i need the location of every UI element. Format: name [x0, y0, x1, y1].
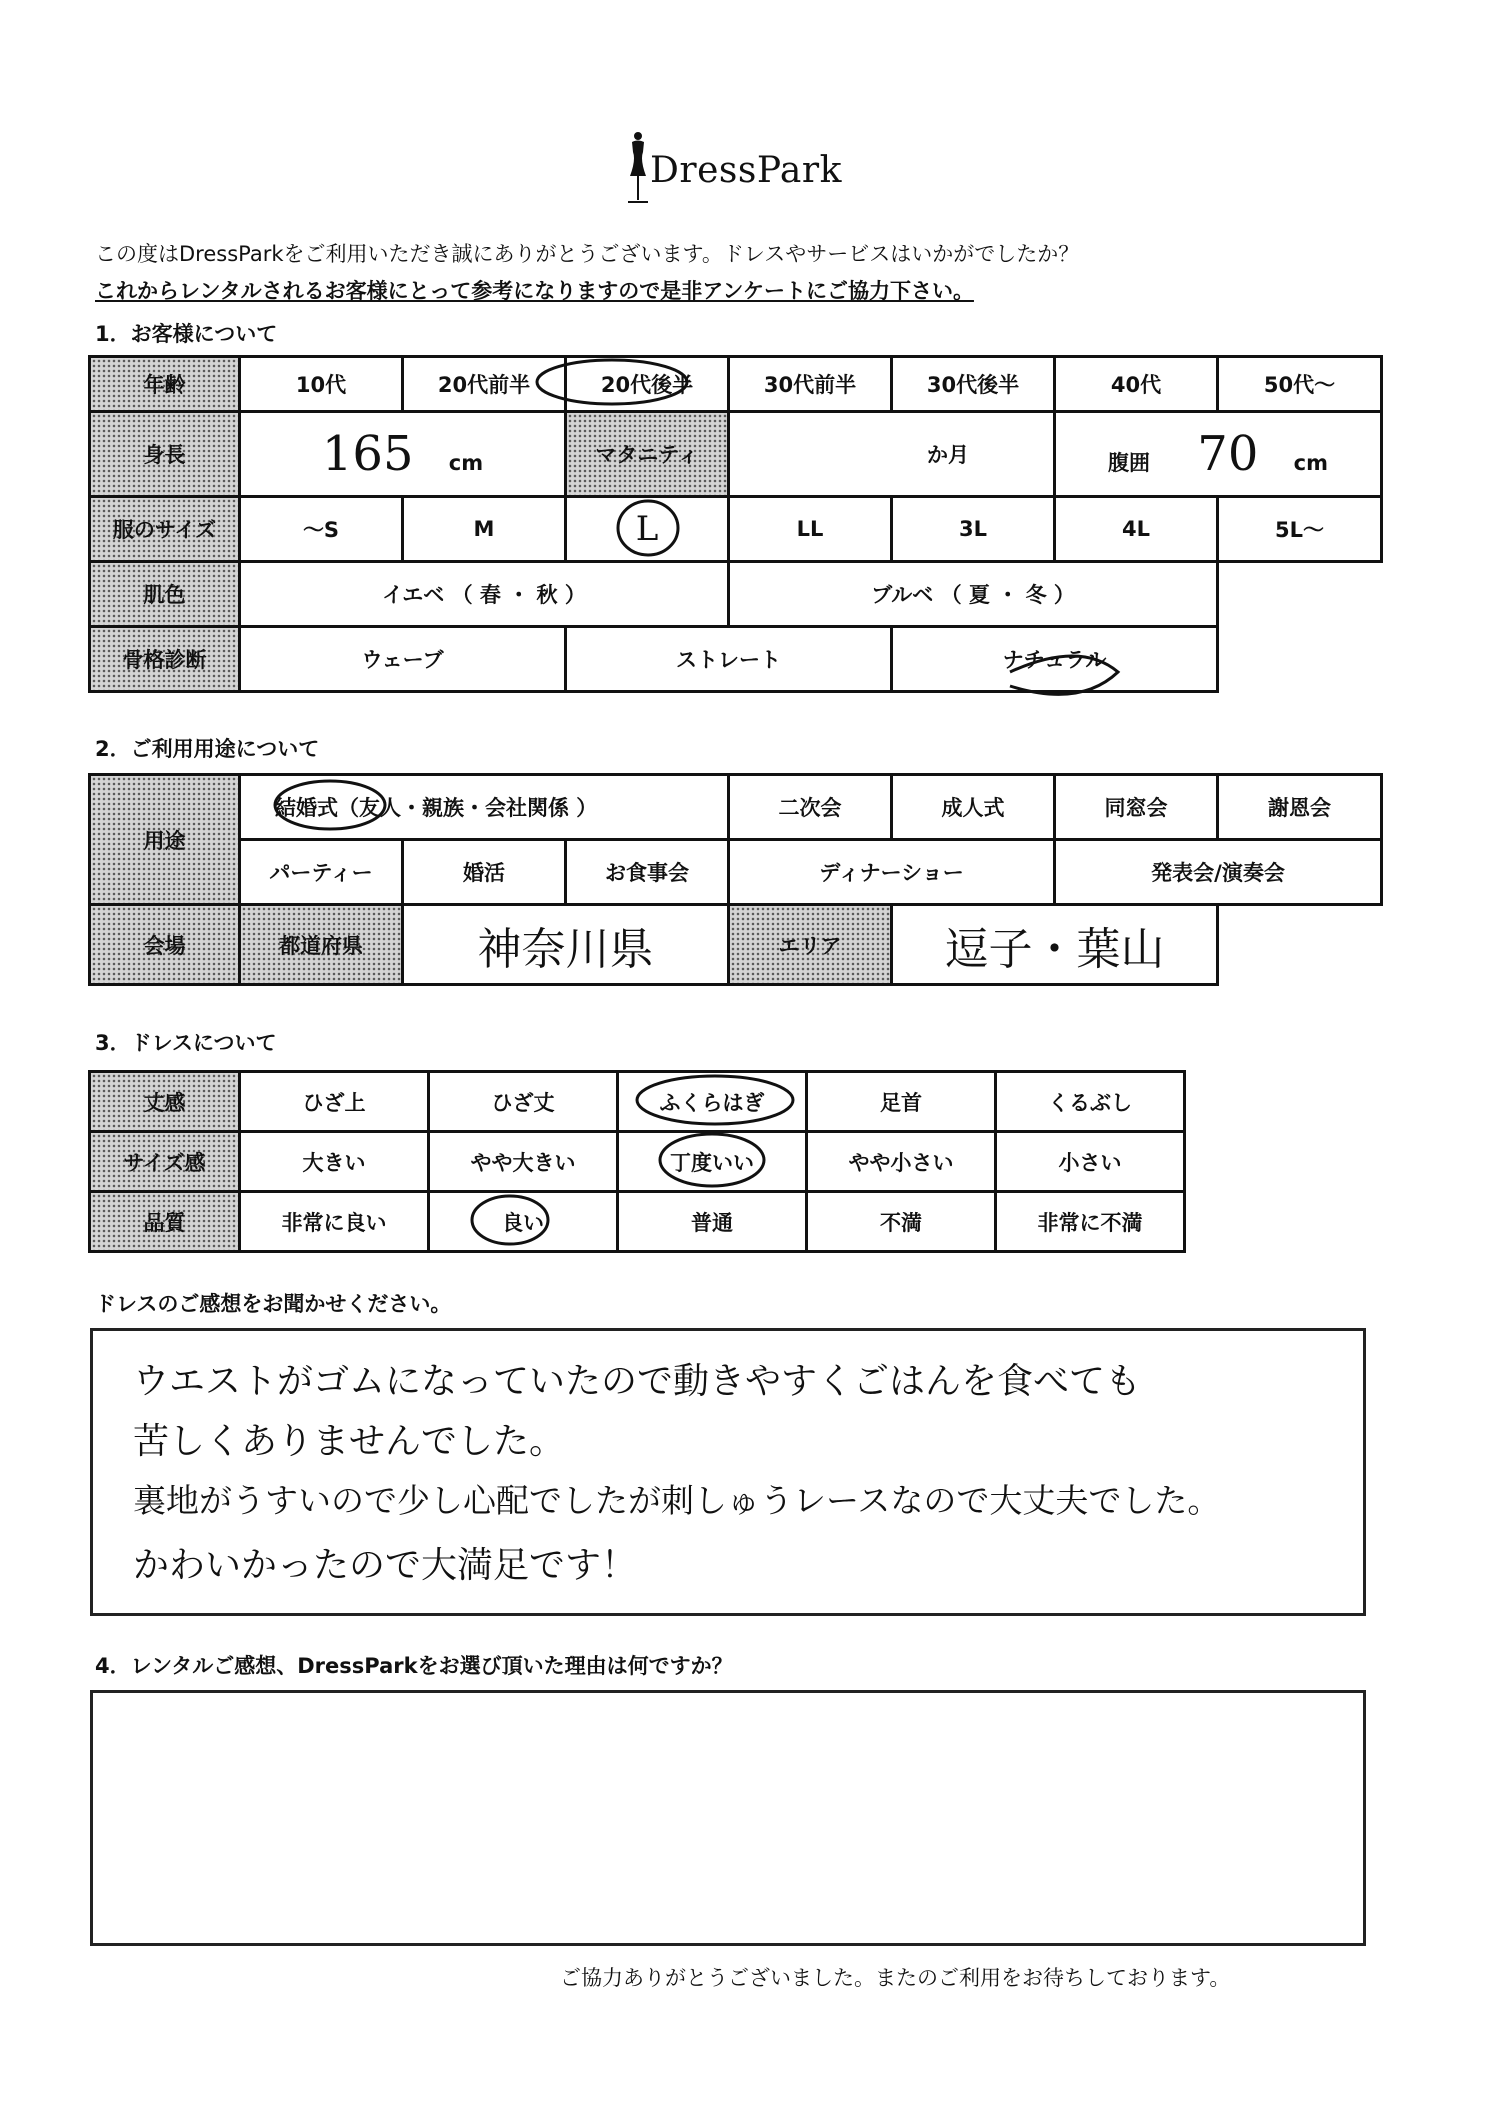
fit-option[interactable]: やや大きい: [429, 1132, 618, 1192]
prefecture-value[interactable]: 神奈川県: [403, 905, 729, 985]
quality-option[interactable]: 非常に不満: [996, 1192, 1185, 1252]
footer-text: ご協力ありがとうございました。またのご利用をお待ちしております。: [560, 1966, 1231, 1990]
usage-option[interactable]: パーティー: [240, 840, 403, 905]
fit-label: サイズ感: [90, 1132, 240, 1192]
section4-title: 4．レンタルご感想、DressParkをお選び頂いた理由は何ですか？: [95, 1654, 733, 1678]
quality-option-selected[interactable]: 良い: [429, 1192, 618, 1252]
quality-label: 品質: [90, 1192, 240, 1252]
maternity-unit: か月: [927, 443, 969, 467]
section3-title: 3．ドレスについて: [95, 1031, 277, 1055]
skin-blue[interactable]: ブルベ （ 夏 ・ 冬 ）: [729, 562, 1218, 627]
size-option[interactable]: ～S: [240, 497, 403, 562]
quality-option[interactable]: 不満: [807, 1192, 996, 1252]
size-option[interactable]: 5L～: [1218, 497, 1382, 562]
length-option-selected[interactable]: ふくらはぎ: [618, 1072, 807, 1132]
usage-option[interactable]: お食事会: [566, 840, 729, 905]
length-option[interactable]: ひざ丈: [429, 1072, 618, 1132]
customer-table: [88, 355, 1383, 693]
length-label: 丈感: [90, 1072, 240, 1132]
age-option[interactable]: 20代前半: [403, 357, 566, 412]
size-option[interactable]: LL: [729, 497, 892, 562]
height-unit: cm: [448, 451, 484, 475]
usage-option-selected[interactable]: 結婚式（友人・親族・会社関係 ）: [240, 775, 729, 840]
age-option-selected[interactable]: 20代後半: [566, 357, 729, 412]
logo-text: DressPark: [650, 150, 842, 191]
usage-option[interactable]: 同窓会: [1055, 775, 1218, 840]
frame-row: [90, 627, 1382, 692]
usage-table: [88, 773, 1383, 986]
height-field[interactable]: [240, 412, 566, 497]
intro-text: この度はDressParkをご利用いただき誠にありがとうございます。ドレスやサービスはいかがでしたか？: [95, 242, 1080, 266]
frame-option-selected[interactable]: ナチュラル: [892, 627, 1218, 692]
fit-option-selected[interactable]: 丁度いい: [618, 1132, 807, 1192]
age-option[interactable]: 50代～: [1218, 357, 1382, 412]
venue-label: 会場: [90, 905, 240, 985]
waist-field[interactable]: [1055, 412, 1382, 497]
length-option[interactable]: くるぶし: [996, 1072, 1185, 1132]
age-label: 年齢: [90, 357, 240, 412]
usage-label: 用途: [90, 775, 240, 905]
size-label: 服のサイズ: [90, 497, 240, 562]
height-label: 身長: [90, 412, 240, 497]
waist-unit: cm: [1293, 451, 1329, 475]
usage-option[interactable]: 発表会/演奏会: [1055, 840, 1382, 905]
size-option[interactable]: 3L: [892, 497, 1055, 562]
dress-table: [88, 1070, 1186, 1253]
age-option[interactable]: 30代前半: [729, 357, 892, 412]
age-option[interactable]: 10代: [240, 357, 403, 412]
quality-option[interactable]: 普通: [618, 1192, 807, 1252]
empty-cell: [1218, 905, 1382, 985]
frame-option[interactable]: ストレート: [566, 627, 892, 692]
maternity-label: マタニティ: [566, 412, 729, 497]
feedback-line: かわいかったので大満足です！: [133, 1545, 638, 1586]
section2-title: 2．ご利用用途について: [95, 737, 320, 761]
age-row: [90, 357, 1382, 412]
body-row: [90, 412, 1382, 497]
fit-option[interactable]: 大きい: [240, 1132, 429, 1192]
frame-label: 骨格診断: [90, 627, 240, 692]
skin-yellow[interactable]: イエベ （ 春 ・ 秋 ）: [240, 562, 729, 627]
age-option[interactable]: 40代: [1055, 357, 1218, 412]
fit-option[interactable]: やや小さい: [807, 1132, 996, 1192]
feedback-box[interactable]: [90, 1328, 1366, 1616]
size-option[interactable]: 4L: [1055, 497, 1218, 562]
maternity-field[interactable]: [729, 412, 1055, 497]
skin-label: 肌色: [90, 562, 240, 627]
empty-cell: [1218, 562, 1382, 627]
quality-option[interactable]: 非常に良い: [240, 1192, 429, 1252]
empty-cell: [1218, 627, 1382, 692]
prefecture-label: 都道府県: [240, 905, 403, 985]
usage-option[interactable]: 二次会: [729, 775, 892, 840]
height-value: 165: [321, 426, 414, 482]
section1-title: 1．お客様について: [95, 322, 278, 346]
length-option[interactable]: 足首: [807, 1072, 996, 1132]
waist-label: 腹囲: [1107, 451, 1150, 475]
usage-option[interactable]: 謝恩会: [1218, 775, 1382, 840]
age-option[interactable]: 30代後半: [892, 357, 1055, 412]
size-option[interactable]: M: [403, 497, 566, 562]
size-row: [90, 497, 1382, 562]
feedback-title: ドレスのご感想をお聞かせください。: [95, 1292, 452, 1316]
skin-row: [90, 562, 1382, 627]
waist-value: 70: [1197, 426, 1259, 482]
usage-option[interactable]: 婚活: [403, 840, 566, 905]
size-option-selected[interactable]: L: [566, 497, 729, 562]
usage-option[interactable]: ディナーショー: [729, 840, 1055, 905]
fit-option[interactable]: 小さい: [996, 1132, 1185, 1192]
feedback-line: 裏地がうすいので少し心配でしたが刺しゅうレースなので大丈夫でした。: [133, 1481, 1221, 1520]
section4-answer-box[interactable]: [90, 1690, 1366, 1946]
length-option[interactable]: ひざ上: [240, 1072, 429, 1132]
area-label: エリア: [729, 905, 892, 985]
usage-option[interactable]: 成人式: [892, 775, 1055, 840]
frame-option[interactable]: ウェーブ: [240, 627, 566, 692]
feedback-line: ウエストがゴムになっていたので動きやすくごはんを食べても: [133, 1361, 1142, 1402]
area-value[interactable]: 逗子・葉山: [892, 905, 1218, 985]
intro-request: これからレンタルされるお客様にとって参考になりますので是非アンケートにご協力下さい。: [95, 279, 974, 303]
feedback-line: 苦しくありませんでした。: [133, 1421, 566, 1462]
